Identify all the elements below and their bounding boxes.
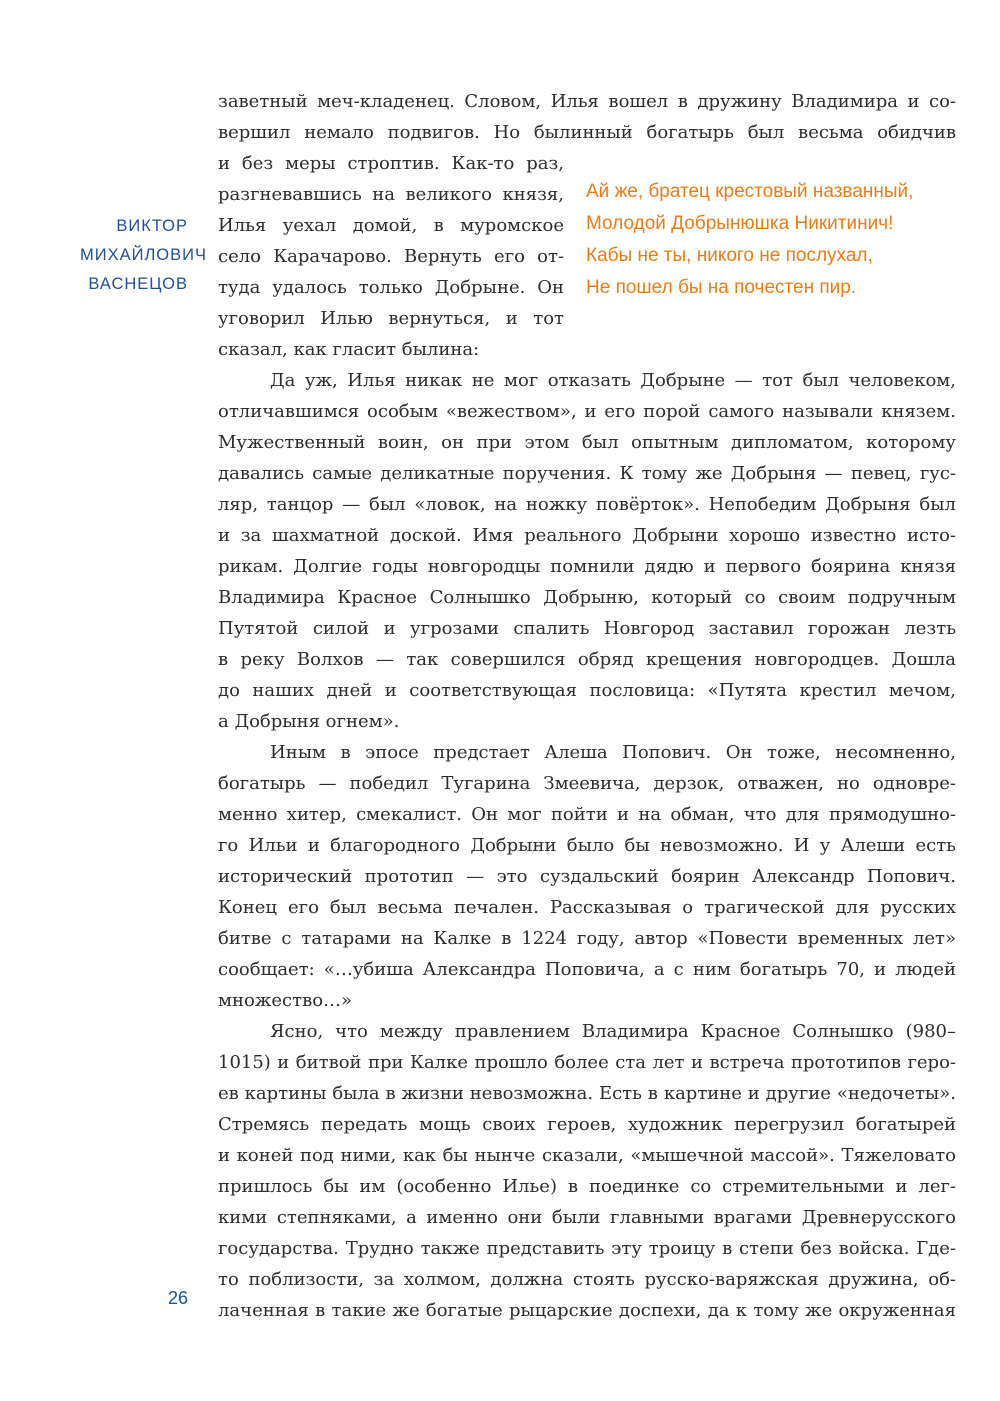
text-line: давались самые деликатные поручения. К тому же Добрыня — певец, гус- — [218, 463, 956, 484]
text-line: рикам. Долгие годы новгородцы помнили дядю и первого боярина князя — [218, 556, 956, 577]
text-line: менно хитер, смекалист. Он мог пойти и на обман, что для прямодушно- — [218, 804, 956, 825]
author-surname: ВАСНЕЦОВ — [88, 275, 188, 293]
text-line: туда удалось только Добрыне. Он — [218, 277, 564, 298]
text-line: разгневавшись на великого князя, — [218, 184, 564, 205]
text-line: лаченная в такие же богатые рыцарские доспехи, да к тому же окруженная — [218, 1300, 956, 1321]
text-line: Илья уехал домой, в муромское — [218, 215, 564, 236]
text-line: государства. Трудно также представить эту троицу в степи без войска. Где- — [218, 1238, 956, 1259]
verse-quote — [586, 176, 986, 304]
text-line: Иным в эпосе предстает Алеша Попович. Он тоже, несомненно, — [270, 742, 956, 763]
text-line: Ясно, что между правлением Владимира Красное Солнышко (980– — [270, 1021, 956, 1042]
text-line: множество…» — [218, 990, 353, 1011]
text-line: и коней под ними, как бы нынче сказали, «мышечной массой». Тяжеловато — [218, 1145, 956, 1166]
page-number: 26 — [167, 1288, 188, 1308]
text-line: 1015) и битвой при Калке прошло более ста лет и встреча прототипов геро- — [218, 1052, 956, 1073]
author-patronymic: МИХАЙЛОВИЧ — [80, 246, 207, 264]
text-line: богатырь — победил Тугарина Змеевича, дерзок, отважен, но одновре- — [218, 773, 956, 794]
text-line: Мужественный воин, он при этом был опытным дипломатом, которому — [218, 432, 956, 453]
verse-line: Ай же, братец крестовый названный, — [586, 181, 914, 202]
text-line: отличавшимся особым «вежеством», и его порой самого называли князем. — [218, 401, 956, 422]
author-name — [80, 212, 207, 299]
author-first-name: ВИКТОР — [116, 217, 188, 235]
text-line: в реку Волхов — так совершился обряд крещения новгородцев. Дошла — [218, 649, 956, 670]
text-line: уговорил Илью вернуться, и тот — [218, 308, 564, 329]
text-line: заветный меч-кладенец. Словом, Илья вошел в дружину Владимира и со- — [218, 91, 956, 112]
text-line: ляр, танцор — был «ловок, на ножку повёрток». Непобедим Добрыня был — [218, 494, 956, 515]
text-line: сказал, как гласит былина: — [218, 339, 480, 360]
text-line: Стремясь передать мощь своих героев, художник перегрузил богатырей — [218, 1114, 956, 1135]
text-line: Да уж, Илья никак не мог отказать Добрыне — тот был человеком, — [270, 370, 956, 391]
text-line: то поблизости, за холмом, должна стоять русско-варяжская дружина, об- — [218, 1269, 956, 1290]
text-line: вершил немало подвигов. Но былинный богатырь был весьма обидчив — [218, 122, 956, 143]
text-line: село Карачарово. Вернуть его от- — [218, 246, 564, 267]
text-line: до наших дней и соответствующая пословица: «Путята крестил мечом, — [218, 680, 956, 701]
text-line: пришлось бы им (особенно Илье) в поединке со стремительными и лег- — [218, 1176, 956, 1197]
text-line: Владимира Красное Солнышко Добрыню, который со своим подручным — [218, 587, 956, 608]
text-line: Конец его был весьма печален. Рассказывая о трагической для русских — [218, 897, 956, 918]
verse-line: Не пошел бы на почестен пир. — [586, 277, 857, 298]
text-line: кими степняками, а именно они были главными врагами Древнерусского — [218, 1207, 956, 1228]
verse-line: Кабы не ты, никого не послухал, — [586, 245, 873, 266]
text-line: сообщает: «…убиша Александра Поповича, а с ним богатырь 70, и людей — [218, 959, 956, 980]
text-line: битве с татарами на Калке в 1224 году, автор «Повести временных лет» — [218, 928, 956, 949]
text-line: ев картины была в жизни невозможна. Есть в картине и другие «недочеты». — [218, 1083, 956, 1104]
text-line: и за шахматной доской. Имя реального Добрыни хорошо известно исто- — [218, 525, 956, 546]
text-line: а Добрыня огнем». — [218, 711, 400, 732]
text-line: го Ильи и благородного Добрыни было бы невозможно. И у Алеши есть — [218, 835, 956, 856]
text-line: исторический прототип — это суздальский боярин Александр Попович. — [218, 866, 956, 887]
verse-line: Молодой Добрынюшка Никитинич! — [586, 213, 894, 234]
text-line: и без меры строптив. Как-то раз, — [218, 153, 564, 174]
text-line: Путятой силой и угрозами спалить Новгород заставил горожан лезть — [218, 618, 956, 639]
